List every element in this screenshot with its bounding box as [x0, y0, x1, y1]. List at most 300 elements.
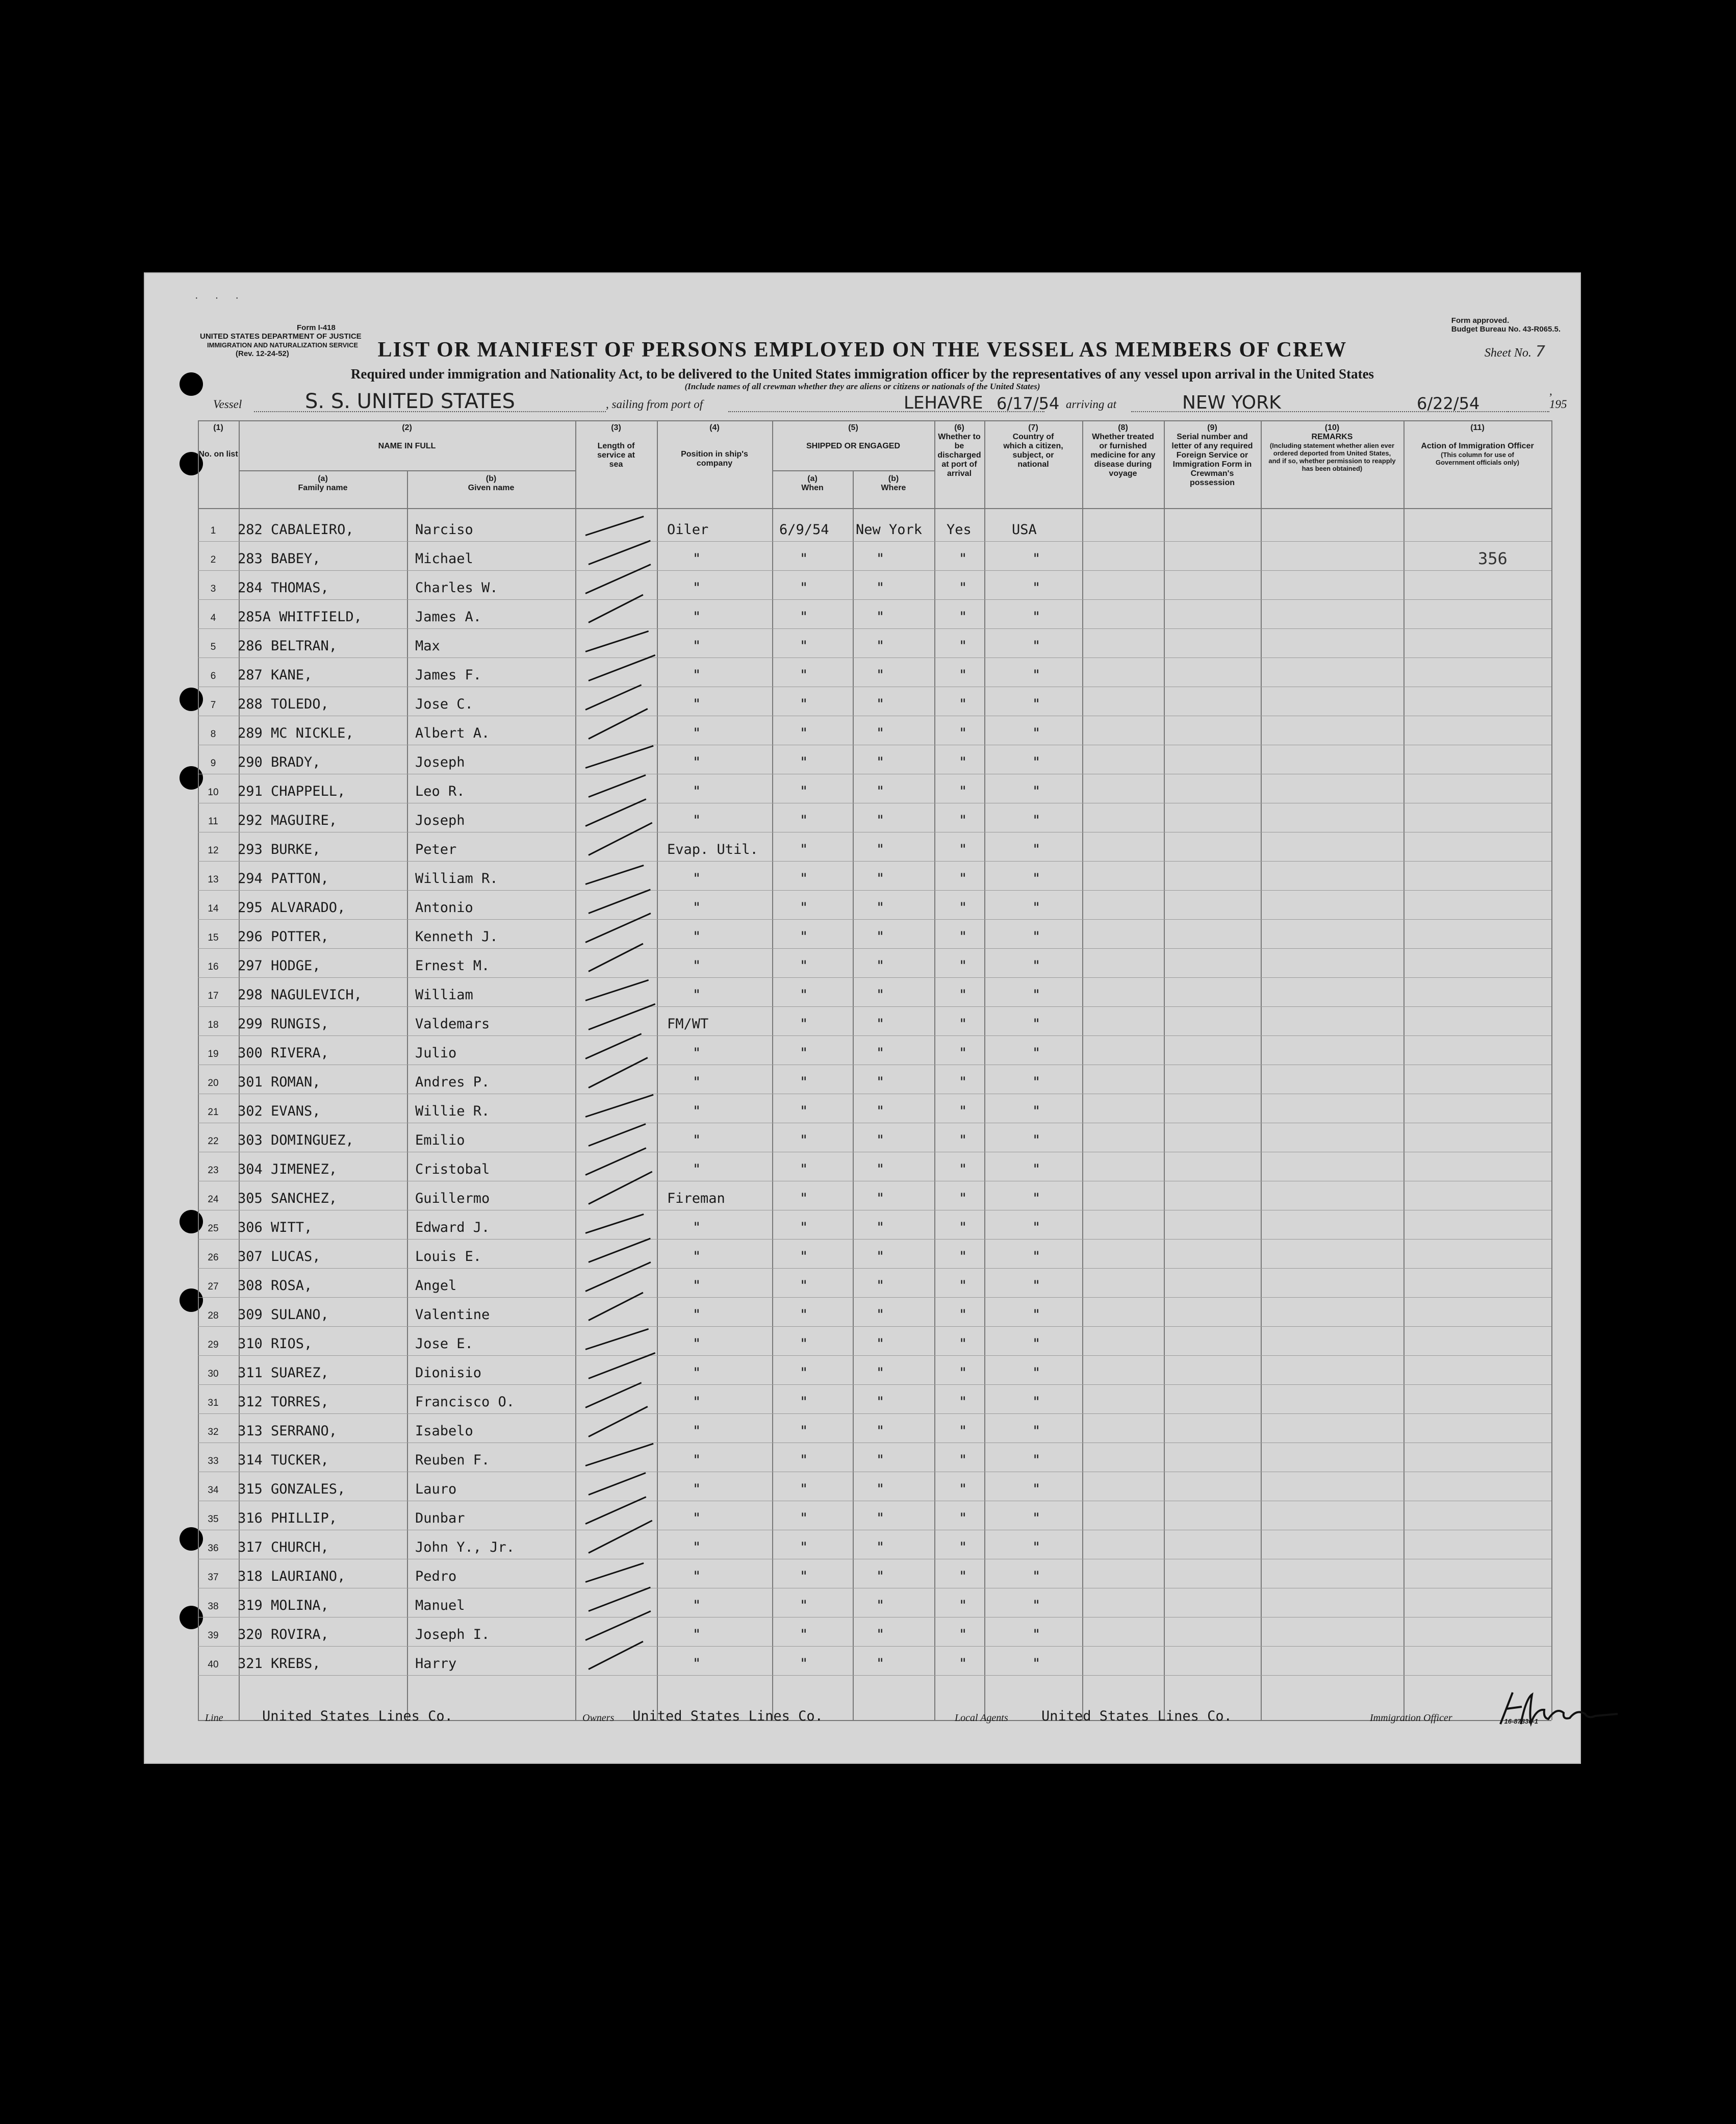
position: "	[693, 1423, 701, 1439]
col-num: (6)	[954, 423, 964, 432]
family-name: 311 SUAREZ,	[238, 1365, 329, 1381]
discharged: "	[959, 754, 967, 770]
given-name: Angel	[415, 1278, 457, 1294]
family-name: 291 CHAPPELL,	[238, 783, 346, 799]
table-row	[198, 687, 1551, 716]
given-name: Emilio	[415, 1132, 465, 1148]
family-name: 306 WITT,	[238, 1220, 313, 1235]
given-name: Peter	[415, 842, 457, 857]
position: "	[693, 1394, 701, 1410]
col-num: (a)	[318, 474, 328, 483]
shipped-when: "	[800, 1045, 808, 1061]
col-title: Given name	[468, 484, 515, 492]
shipped-when: "	[800, 900, 808, 916]
position: "	[693, 609, 701, 625]
position: Evap. Util.	[667, 842, 758, 857]
shipped-where: "	[876, 1191, 885, 1206]
shipped-where: "	[876, 987, 885, 1003]
table-row	[198, 1326, 1551, 1355]
nationality: USA	[1012, 522, 1037, 538]
shipped-when: "	[800, 783, 808, 799]
family-name: 296 POTTER,	[238, 929, 329, 945]
col-title: When	[801, 484, 824, 492]
position: "	[693, 1510, 701, 1526]
discharged: "	[959, 580, 967, 596]
table-row	[198, 1530, 1551, 1559]
discharged: "	[959, 783, 967, 799]
shipped-when: "	[800, 842, 808, 857]
row-number: 35	[208, 1514, 219, 1525]
shipped-when: "	[800, 1249, 808, 1265]
discharged: "	[959, 1598, 967, 1613]
shipped-where: "	[876, 725, 885, 741]
shipped-when: "	[800, 1481, 808, 1497]
table-row	[198, 803, 1551, 832]
row-number: 8	[210, 729, 216, 740]
given-name: Manuel	[415, 1598, 465, 1613]
budget-line: Budget Bureau No. 43-R065.5.	[1451, 325, 1561, 334]
col-num: (4)	[709, 423, 720, 432]
discharged: "	[959, 929, 967, 945]
position: "	[693, 754, 701, 770]
shipped-where: "	[876, 1365, 885, 1381]
family-name: 285A WHITFIELD,	[238, 609, 362, 625]
shipped-when: "	[800, 1423, 808, 1439]
shipped-where: "	[876, 1307, 885, 1323]
nationality: "	[1032, 1423, 1041, 1439]
col-title: REMARKS	[1311, 433, 1353, 441]
shipped-when: "	[800, 667, 808, 683]
given-name: Jose E.	[415, 1336, 473, 1352]
shipped-where: "	[876, 1220, 885, 1235]
nationality: "	[1032, 580, 1041, 596]
discharged: "	[959, 842, 967, 857]
row-number: 9	[210, 758, 216, 769]
given-name: William R.	[415, 871, 498, 887]
action-annotation: 356	[1478, 549, 1508, 568]
table-row	[198, 919, 1551, 948]
position: "	[693, 696, 701, 712]
position: "	[693, 1598, 701, 1613]
col-head-shipped	[772, 420, 934, 471]
manifest-footer	[205, 1696, 1561, 1731]
position: "	[693, 783, 701, 799]
shipped-when: "	[800, 813, 808, 828]
family-name: 320 ROVIRA,	[238, 1627, 329, 1642]
family-name: 290 BRADY,	[238, 754, 321, 770]
shipped-where: "	[876, 1074, 885, 1090]
given-name: Kenneth J.	[415, 929, 498, 945]
nationality: "	[1032, 783, 1041, 799]
given-name: Julio	[415, 1045, 457, 1061]
row-number: 1	[210, 525, 216, 536]
given-name: Charles W.	[415, 580, 498, 596]
revision: (Rev. 12-24-52)	[236, 349, 289, 358]
family-name: 305 SANCHEZ,	[238, 1191, 338, 1206]
position: "	[693, 1161, 701, 1177]
shipped-when: "	[800, 1220, 808, 1235]
given-name: Valdemars	[415, 1016, 490, 1032]
table-row	[198, 1210, 1551, 1239]
discharged: "	[959, 1365, 967, 1381]
nationality: "	[1032, 900, 1041, 916]
shipped-when: "	[800, 1656, 808, 1672]
family-name: 292 MAGUIRE,	[238, 813, 338, 828]
row-number: 40	[208, 1659, 219, 1670]
discharged: "	[959, 1191, 967, 1206]
nationality: "	[1032, 1249, 1041, 1265]
row-number: 27	[208, 1281, 219, 1292]
family-name: 300 RIVERA,	[238, 1045, 329, 1061]
table-row	[198, 570, 1551, 599]
col-title: Length of service at sea	[597, 442, 635, 469]
table-row	[198, 1094, 1551, 1123]
discharged: "	[959, 1016, 967, 1032]
discharged: "	[959, 1569, 967, 1584]
family-name: 318 LAURIANO,	[238, 1569, 346, 1584]
nationality: "	[1032, 1539, 1041, 1555]
vessel-label: Vessel	[213, 398, 242, 411]
nationality: "	[1032, 638, 1041, 654]
family-name: 282 CABALEIRO,	[238, 522, 354, 538]
sheet-number	[1485, 343, 1545, 361]
shipped-where: "	[876, 1016, 885, 1032]
discharged: "	[959, 1249, 967, 1265]
shipped-when: "	[800, 1132, 808, 1148]
family-name: 299 RUNGIS,	[238, 1016, 329, 1032]
position: "	[693, 1278, 701, 1294]
col-head-name	[239, 420, 575, 471]
position: "	[693, 551, 701, 567]
row-number: 6	[210, 671, 216, 681]
nationality: "	[1032, 1045, 1041, 1061]
arriving-label: arriving at	[1066, 398, 1117, 411]
shipped-when: "	[800, 754, 808, 770]
col-title: Position in ship's company	[681, 450, 748, 468]
year-rule	[1458, 411, 1549, 412]
table-row	[198, 1384, 1551, 1413]
shipped-when: "	[800, 958, 808, 974]
discharged: "	[959, 1074, 967, 1090]
table-row	[198, 1268, 1551, 1297]
family-name: 319 MOLINA,	[238, 1598, 329, 1613]
row-number: 5	[210, 642, 216, 652]
given-name: Andres P.	[415, 1074, 490, 1090]
shipped-where: New York	[856, 522, 923, 538]
col-num: (7)	[1028, 423, 1038, 432]
shipped-where: "	[876, 900, 885, 916]
col-title: Family name	[298, 484, 348, 492]
discharged: "	[959, 667, 967, 683]
col-head-family	[239, 471, 407, 507]
row-number: 22	[208, 1136, 219, 1147]
table-row	[198, 716, 1551, 745]
col-title: Where	[881, 484, 906, 492]
discharged: "	[959, 1510, 967, 1526]
family-name: 286 BELTRAN,	[238, 638, 338, 654]
shipped-where: "	[876, 1656, 885, 1672]
col-head-position	[657, 420, 772, 507]
table-row	[198, 599, 1551, 628]
shipped-when: "	[800, 580, 808, 596]
col-title: Action of Immigration Officer	[1421, 442, 1534, 450]
line-label: Line	[205, 1712, 223, 1724]
row-number: 12	[208, 845, 219, 856]
shipped-when: "	[800, 1278, 808, 1294]
row-number: 18	[208, 1020, 219, 1030]
shipped-where: "	[876, 783, 885, 799]
row-number: 15	[208, 932, 219, 943]
discharged: "	[959, 871, 967, 887]
family-name: 316 PHILLIP,	[238, 1510, 338, 1526]
table-row	[198, 1152, 1551, 1181]
table-row	[198, 890, 1551, 919]
row-number: 14	[208, 903, 219, 914]
family-name: 313 SERRANO,	[238, 1423, 338, 1439]
shipped-when: "	[800, 1074, 808, 1090]
position: "	[693, 1132, 701, 1148]
col-head-number	[198, 420, 239, 507]
nationality: "	[1032, 551, 1041, 567]
shipped-where: "	[876, 1394, 885, 1410]
table-row	[198, 658, 1551, 687]
row-number: 26	[208, 1252, 219, 1263]
col-title: Whether to be discharged at port of arrival	[937, 433, 981, 478]
col-num: (2)	[402, 423, 412, 432]
discharged: "	[959, 987, 967, 1003]
position: "	[693, 1307, 701, 1323]
col-head-where	[853, 471, 934, 507]
family-name: 293 BURKE,	[238, 842, 321, 857]
shipped-where: "	[876, 1510, 885, 1526]
row-number: 29	[208, 1339, 219, 1350]
discharged: "	[959, 1045, 967, 1061]
family-name: 301 ROMAN,	[238, 1074, 321, 1090]
col-num: (9)	[1207, 423, 1217, 432]
form-title: LIST OR MANIFEST OF PERSONS EMPLOYED ON THE VESSEL AS MEMBERS OF CREW	[377, 338, 1347, 362]
given-name: Antonio	[415, 900, 473, 916]
year-label: , 195	[1549, 385, 1567, 411]
nationality: "	[1032, 1278, 1041, 1294]
requirement-text: Required under immigration and Nationality Act, to be delivered to the United States immigration officer by the representatives of any vessel upon arrival in the United States	[350, 366, 1374, 382]
family-name: 289 MC NICKLE,	[238, 725, 354, 741]
col-head-medicine	[1082, 420, 1164, 507]
col-num: (b)	[486, 474, 497, 483]
nationality: "	[1032, 987, 1041, 1003]
table-row	[198, 1065, 1551, 1094]
shipped-when: "	[800, 1365, 808, 1381]
family-name: 310 RIOS,	[238, 1336, 313, 1352]
position: "	[693, 667, 701, 683]
table-row	[198, 832, 1551, 861]
shipped-where: "	[876, 1278, 885, 1294]
given-name: William	[415, 987, 473, 1003]
shipped-where: "	[876, 1045, 885, 1061]
line-value: United States Lines Co.	[262, 1708, 453, 1724]
col-head-given	[407, 471, 575, 507]
position: "	[693, 813, 701, 828]
shipped-when: "	[800, 1539, 808, 1555]
family-name: 315 GONZALES,	[238, 1481, 346, 1497]
nationality: "	[1032, 1132, 1041, 1148]
col-title: Country of which a citizen, subject, or national	[1003, 433, 1063, 469]
discharged: "	[959, 1452, 967, 1468]
row-number: 33	[208, 1456, 219, 1466]
discharged: Yes	[947, 522, 972, 538]
family-name: 283 BABEY,	[238, 551, 321, 567]
shipped-where: "	[876, 1132, 885, 1148]
given-name: Guillermo	[415, 1191, 490, 1206]
col-head-country	[984, 420, 1082, 507]
given-name: Dunbar	[415, 1510, 465, 1526]
row-number: 32	[208, 1427, 219, 1437]
col-num: (5)	[848, 423, 858, 432]
sailing-label: , sailing from port of	[606, 398, 703, 411]
position: FM/WT	[667, 1016, 709, 1032]
position: "	[693, 1074, 701, 1090]
given-name: John Y., Jr.	[415, 1539, 515, 1555]
arrival-port: NEW YORK	[1182, 392, 1281, 413]
table-row	[198, 512, 1551, 541]
family-name: 303 DOMINGUEZ,	[238, 1132, 354, 1148]
officer-label: Immigration Officer	[1370, 1712, 1452, 1724]
shipped-where: "	[876, 754, 885, 770]
shipped-where: "	[876, 1249, 885, 1265]
table-row	[198, 1355, 1551, 1384]
table-row	[198, 1035, 1551, 1065]
position: "	[693, 1627, 701, 1642]
given-name: Pedro	[415, 1569, 457, 1584]
given-name: Joseph I.	[415, 1627, 490, 1642]
row-number: 19	[208, 1049, 219, 1059]
given-name: Willie R.	[415, 1103, 490, 1119]
row-number: 36	[208, 1543, 219, 1554]
agents-label: Local Agents	[955, 1712, 1008, 1724]
table-row	[198, 774, 1551, 803]
col-note: (This column for use of Government officials only)	[1436, 451, 1519, 466]
col-num: (11)	[1470, 423, 1485, 432]
family-name: 314 TUCKER,	[238, 1452, 329, 1468]
family-name: 317 CHURCH,	[238, 1539, 329, 1555]
agents-value: United States Lines Co.	[1041, 1708, 1232, 1724]
row-number: 37	[208, 1572, 219, 1583]
given-name: Lauro	[415, 1481, 457, 1497]
nationality: "	[1032, 696, 1041, 712]
nationality: "	[1032, 1394, 1041, 1410]
nationality: "	[1032, 1336, 1041, 1352]
nationality: "	[1032, 1016, 1041, 1032]
shipped-when: "	[800, 1510, 808, 1526]
owners-label: Owners	[582, 1712, 615, 1724]
family-name: 307 LUCAS,	[238, 1249, 321, 1265]
table-row	[198, 1501, 1551, 1530]
shipped-where: "	[876, 1423, 885, 1439]
col-head-when	[772, 471, 853, 507]
col-num: (b)	[888, 474, 899, 483]
discharged: "	[959, 1656, 967, 1672]
table-row	[198, 1181, 1551, 1210]
nationality: "	[1032, 1074, 1041, 1090]
shipped-where: "	[876, 929, 885, 945]
sheet-value: 7	[1535, 343, 1545, 361]
table-row	[198, 1617, 1551, 1646]
col-num: (1)	[213, 423, 223, 432]
given-name: James F.	[415, 667, 482, 683]
nationality: "	[1032, 813, 1041, 828]
shipped-when: 6/9/54	[779, 522, 829, 538]
row-number: 30	[208, 1369, 219, 1379]
shipped-where: "	[876, 813, 885, 828]
shipped-when: "	[800, 725, 808, 741]
manifest-sheet	[144, 272, 1581, 1764]
position: "	[693, 1569, 701, 1584]
row-number: 3	[210, 584, 216, 594]
family-name: 321 KREBS,	[238, 1656, 321, 1672]
position: "	[693, 987, 701, 1003]
row-number: 21	[208, 1107, 219, 1118]
given-name: Leo R.	[415, 783, 465, 799]
shipped-where: "	[876, 1452, 885, 1468]
nationality: "	[1032, 754, 1041, 770]
row-number: 17	[208, 991, 219, 1001]
shipped-when: "	[800, 1016, 808, 1032]
speckle-marks: · · ·	[195, 293, 246, 304]
row-number: 13	[208, 874, 219, 885]
vessel-name: S. S. UNITED STATES	[305, 390, 515, 413]
col-num: (a)	[807, 474, 818, 483]
family-name: 302 EVANS,	[238, 1103, 321, 1119]
nationality: "	[1032, 1307, 1041, 1323]
table-row	[198, 977, 1551, 1006]
given-name: Reuben F.	[415, 1452, 490, 1468]
table-row	[198, 1413, 1551, 1443]
given-name: Harry	[415, 1656, 457, 1672]
family-name: 298 NAGULEVICH,	[238, 987, 362, 1003]
shipped-when: "	[800, 609, 808, 625]
position: "	[693, 929, 701, 945]
discharged: "	[959, 813, 967, 828]
family-name: 295 ALVARADO,	[238, 900, 346, 916]
given-name: Narciso	[415, 522, 473, 538]
position: Fireman	[667, 1191, 725, 1206]
given-name: Cristobal	[415, 1161, 490, 1177]
table-row	[198, 861, 1551, 890]
table-row	[198, 1123, 1551, 1152]
row-number: 20	[208, 1078, 219, 1089]
given-name: Valentine	[415, 1307, 490, 1323]
include-note: (Include names of all crewman whether they are aliens or citizens or nationals of the United States)	[684, 382, 1040, 391]
discharged: "	[959, 900, 967, 916]
shipped-when: "	[800, 1191, 808, 1206]
shipped-when: "	[800, 638, 808, 654]
given-name: Albert A.	[415, 725, 490, 741]
shipped-where: "	[876, 1161, 885, 1177]
discharged: "	[959, 1394, 967, 1410]
discharged: "	[959, 1336, 967, 1352]
shipped-where: "	[876, 842, 885, 857]
shipped-when: "	[800, 929, 808, 945]
col-head-discharged	[934, 420, 984, 507]
position: "	[693, 900, 701, 916]
col-num: (3)	[611, 423, 621, 432]
row-number: 34	[208, 1485, 219, 1496]
position: "	[693, 958, 701, 974]
given-name: Isabelo	[415, 1423, 473, 1439]
position: "	[693, 1045, 701, 1061]
given-name: Joseph	[415, 754, 465, 770]
position: Oiler	[667, 522, 709, 538]
nationality: "	[1032, 1161, 1041, 1177]
